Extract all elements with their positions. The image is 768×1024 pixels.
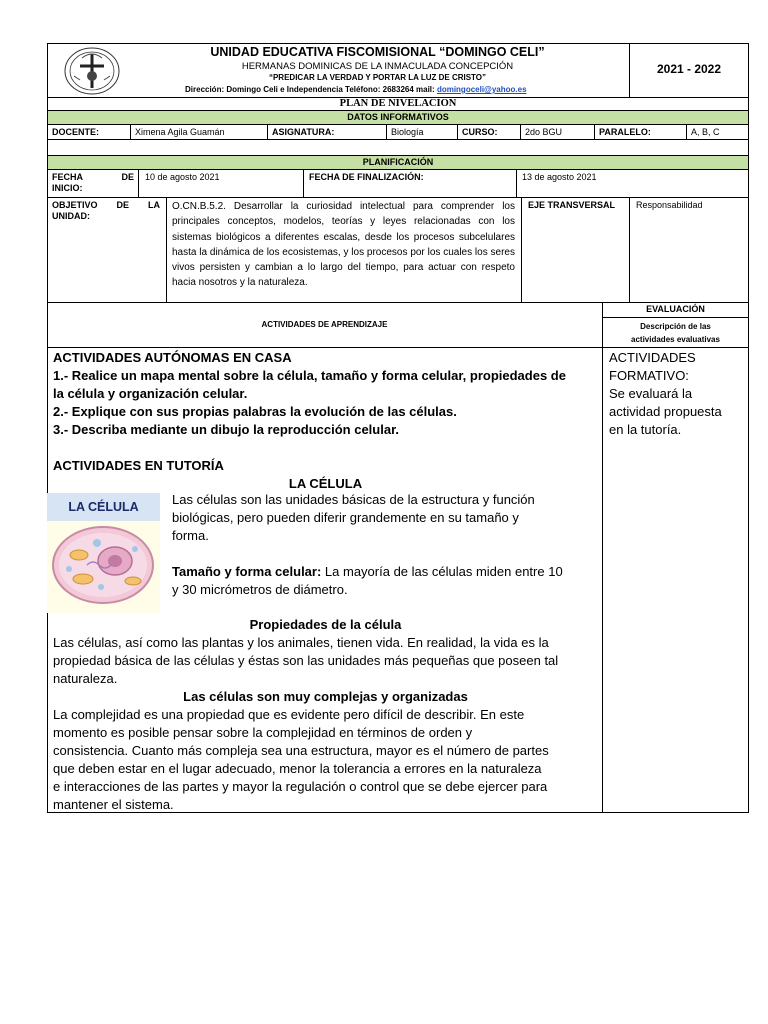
comp-line-2: momento es posible pensar sobre la complejidad en términos de orden y xyxy=(53,725,473,740)
objetivo-label-3: LA xyxy=(148,200,160,210)
fecha-inicio-label-2: DE xyxy=(121,172,134,182)
email-link[interactable]: domingoceli@yahoo.es xyxy=(436,85,527,94)
fecha-inicio-label-3: INICIO: xyxy=(52,183,83,193)
objetivo-label-2: DE xyxy=(116,200,130,210)
tamano-line-2: y 30 micrómetros de diámetro. xyxy=(172,582,348,597)
objetivo-value: O.CN.B.5.2. Desarrollar la curiosidad intelectual para comprender los principales conceptos, modelos, teorías y leyes relacionadas con los sistemas biológicos a diferentes escalas, desde los procesos subcelulares hasta la dinámica de los ecosistemas, y los procesos por los cuales los seres vivos persisten y cambian a lo largo del tiempo, para actuar con respeto hacia nosotros y la naturaleza. xyxy=(172,201,515,289)
objetivo-label-1: OBJETIVO xyxy=(52,200,98,210)
para1-line-2: biológicas, pero pueden diferir grandemente en su tamaño y xyxy=(172,510,519,525)
item-1-line-2: la célula y organización celular. xyxy=(53,386,248,401)
item-1-line-1: 1.- Realice un mapa mental sobre la célula, tamaño y forma celular, propiedades de xyxy=(53,368,566,383)
school-logo xyxy=(62,46,122,96)
tamano-label: Tamaño y forma celular: xyxy=(172,564,322,579)
datos-header: DATOS INFORMATIVOS xyxy=(48,111,748,124)
propiedades-section xyxy=(53,616,598,814)
cell-illustration xyxy=(49,521,159,609)
eje-value: Responsabilidad xyxy=(636,200,703,210)
item-3: 3.- Describa mediante un dibujo la reproducción celular. xyxy=(53,422,400,437)
comp-line-4: que deben estar en el lugar adecuado, menor la tolerancia a errores en la naturaleza xyxy=(53,761,542,776)
item-2: 2.- Explique con sus propias palabras la evolución de las células. xyxy=(53,404,457,419)
propiedades-title: Propiedades de la célula xyxy=(249,617,402,632)
eje-label: EJE TRANSVERSAL xyxy=(528,200,616,210)
prop-line-3: naturaleza. xyxy=(53,671,118,686)
comp-line-6: mantener el sistema. xyxy=(53,797,174,812)
complejas-title: Las células son muy complejas y organizadas xyxy=(183,689,468,704)
comp-line-5: e interacciones de las partes y mayor la regulación o control que se debe ejercer para xyxy=(53,779,548,794)
evaluation-line-3: Se evaluará la xyxy=(609,386,693,401)
school-name: UNIDAD EDUCATIVA FISCOMISIONAL “DOMINGO CELI” xyxy=(210,45,545,59)
tamano-text: La mayoría de las células miden entre 10 xyxy=(321,564,563,579)
descripcion-label-2: actividades evaluativas xyxy=(631,335,720,344)
evaluation-line-1: ACTIVIDADES xyxy=(609,350,696,365)
para1-line-1: Las células son las unidades básicas de la estructura y función xyxy=(172,492,535,507)
descripcion-label xyxy=(603,320,748,346)
tutoria-title: ACTIVIDADES EN TUTORÍA xyxy=(53,458,224,473)
evaluacion-label: EVALUACIÓN xyxy=(646,304,705,314)
school-year: 2021 - 2022 xyxy=(656,62,722,76)
school-address xyxy=(185,85,625,95)
descripcion-label-1: Descripción de las xyxy=(640,322,711,331)
evaluation-line-2: FORMATIVO: xyxy=(609,368,689,383)
docente-value: Ximena Agila Guamán xyxy=(135,127,225,137)
congregation-name: HERMANAS DOMINICAS DE LA INMACULADA CONCEPCIÓN xyxy=(241,61,514,72)
comp-line-1: La complejidad es una propiedad que es evidente pero difícil de describir. En este xyxy=(53,707,525,722)
fecha-inicio-label xyxy=(52,172,134,194)
paralelo-label: PARALELO: xyxy=(599,127,651,137)
prop-line-1: Las células, así como las plantas y los animales, tienen vida. En realidad, la vida es la xyxy=(53,635,549,650)
evaluation-text xyxy=(609,349,745,439)
para-celulas xyxy=(172,491,592,599)
objetivo-label xyxy=(52,200,160,222)
address-text: Dirección: Domingo Celi e Independencia Teléfono: 2683264 mail: xyxy=(185,85,435,94)
objetivo-label-4: UNIDAD: xyxy=(52,211,90,221)
planificacion-header: PLANIFICACIÓN xyxy=(48,156,748,169)
plan-title: PLAN DE NIVELACION xyxy=(339,98,457,109)
prop-line-2: propiedad básica de las células y éstas son las unidades más pequeñas que poseen tal xyxy=(53,653,559,668)
para1-line-3: forma. xyxy=(172,528,209,543)
comp-line-3: consistencia. Cuanto más compleja sea una estructura, mayor es el número de partes xyxy=(53,743,549,758)
fecha-fin-value: 13 de agosto 2021 xyxy=(522,172,597,182)
cell-image xyxy=(47,493,160,613)
fecha-inicio-value: 10 de agosto 2021 xyxy=(145,172,220,182)
paralelo-value: A, B, C xyxy=(691,127,720,137)
tamano-line-1 xyxy=(172,563,592,581)
asignatura-value: Biología xyxy=(391,127,424,137)
autonomas-title: ACTIVIDADES AUTÓNOMAS EN CASA xyxy=(53,350,292,365)
evaluation-line-4: actividad propuesta xyxy=(609,404,722,419)
curso-label: CURSO: xyxy=(462,127,498,137)
curso-value: 2do BGU xyxy=(525,127,563,137)
fecha-fin-label: FECHA DE FINALIZACIÓN: xyxy=(309,172,424,182)
school-motto: “PREDICAR LA VERDAD Y PORTAR LA LUZ DE CRISTO” xyxy=(268,73,487,82)
evaluation-line-5: en la tutoría. xyxy=(609,422,682,437)
fecha-inicio-label-1: FECHA xyxy=(52,172,83,182)
actividades-label: ACTIVIDADES DE APRENDIZAJE xyxy=(261,320,388,329)
cell-image-caption: LA CÉLULA xyxy=(47,493,160,521)
main-content xyxy=(53,349,598,493)
celula-title: LA CÉLULA xyxy=(288,476,363,491)
docente-label: DOCENTE: xyxy=(52,127,99,137)
asignatura-label: ASIGNATURA: xyxy=(272,127,335,137)
